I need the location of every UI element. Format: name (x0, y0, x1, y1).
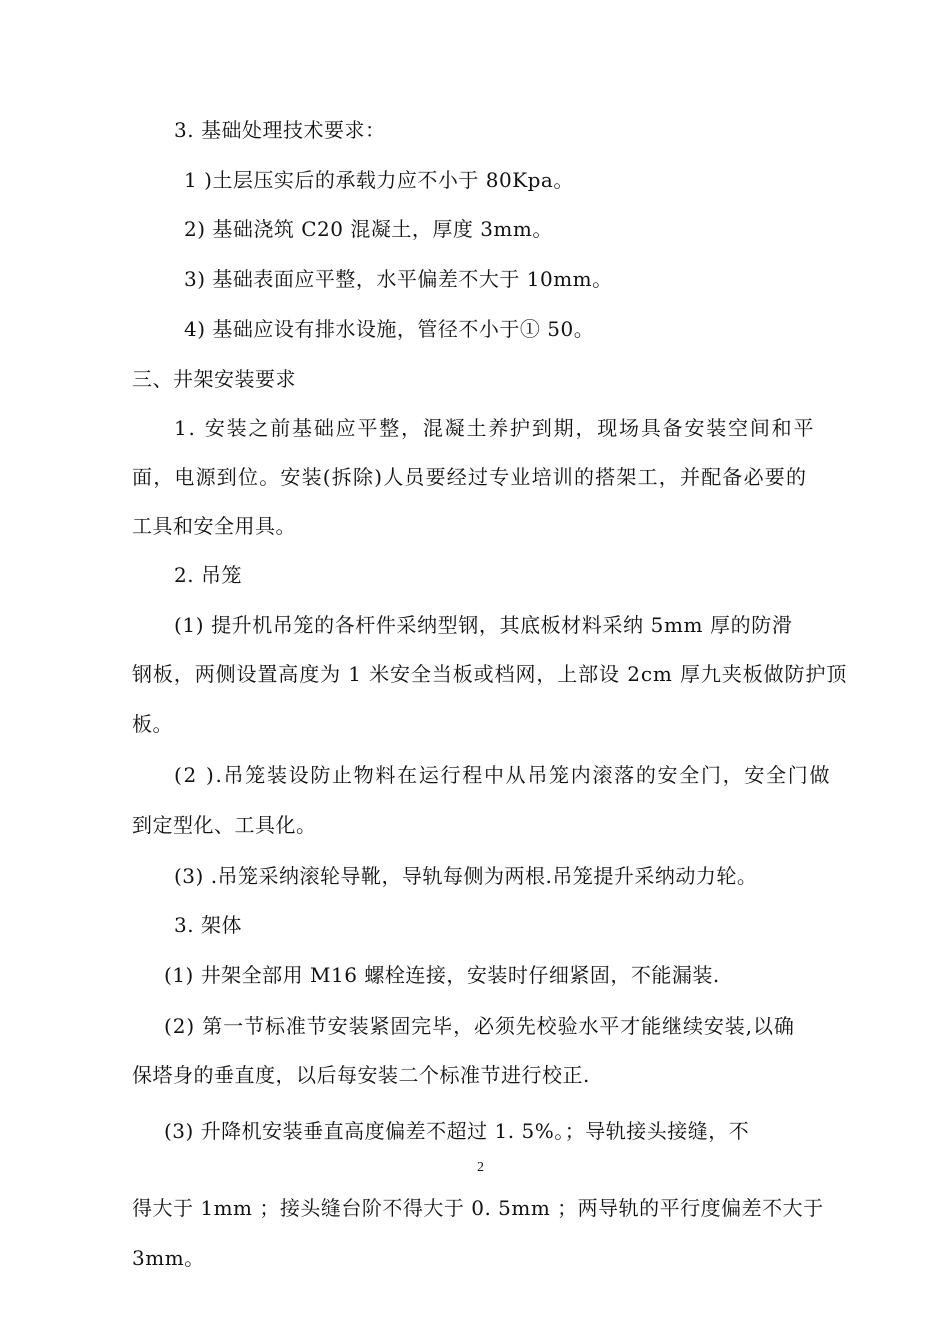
text-line-3: 2) 基础浇筑 C20 混凝土，厚度 3mm。 (184, 217, 553, 241)
page-number: 2 (477, 1160, 484, 1175)
text-line-12: 钢板，两侧设置高度为 1 米安全当板或档网，上部设 2cm 厚九夹板做防护顶 (132, 662, 848, 686)
text-line-22: 得大于 1mm ；接头缝台阶不得大于 0. 5mm ；两导轨的平行度偏差不大于 (132, 1196, 824, 1220)
text-line-23: 3mm。 (132, 1246, 205, 1270)
text-line-14: (2 ).吊笼装设防止物料在运行程中从吊笼内滚落的安全门，安全门做 (174, 763, 832, 787)
text-line-16: (3) .吊笼采纳滚轮导靴，导轨每侧为两根.吊笼提升采纳动力轮。 (174, 864, 758, 888)
text-line-21: (3) 升降机安装垂直高度偏差不超过 1. 5%。；导轨接头接缝，不 (164, 1119, 750, 1143)
text-line-19: (2) 第一节标准节安装紧固完毕，必须先校验水平才能继续安装,以确 (164, 1014, 795, 1038)
text-line-1: 3. 基础处理技术要求： (174, 118, 386, 142)
text-line-5: 4) 基础应设有排水设施，管径不小于① 50。 (184, 317, 595, 341)
text-line-20: 保塔身的垂直度，以后每安装二个标准节进行校正. (132, 1063, 590, 1087)
section-heading: 三、井架安装要求 (132, 367, 296, 391)
text-line-10: 2. 吊笼 (174, 563, 242, 587)
text-line-17: 3. 架体 (174, 913, 242, 937)
text-line-2: 1 )土层压实后的承载力应不小于 80Kpa。 (184, 168, 574, 192)
text-line-15: 到定型化、工具化。 (132, 813, 317, 837)
text-line-11: (1) 提升机吊笼的各杆件采纳型钢，其底板材料采纳 5mm 厚的防滑 (174, 613, 793, 637)
text-line-8: 面，电源到位。安装(拆除)人员要经过专业培训的搭架工，并配备必要的 (132, 465, 808, 489)
text-line-7: 1. 安装之前基础应平整，混凝土养护到期，现场具备安装空间和平 (174, 416, 816, 440)
text-line-9: 工具和安全用具。 (132, 514, 296, 538)
text-line-18: (1) 井架全部用 M16 螺栓连接，安装时仔细紧固，不能漏装. (164, 963, 720, 987)
text-line-13: 板。 (132, 712, 173, 736)
text-line-4: 3) 基础表面应平整，水平偏差不大于 10mm。 (184, 267, 613, 291)
